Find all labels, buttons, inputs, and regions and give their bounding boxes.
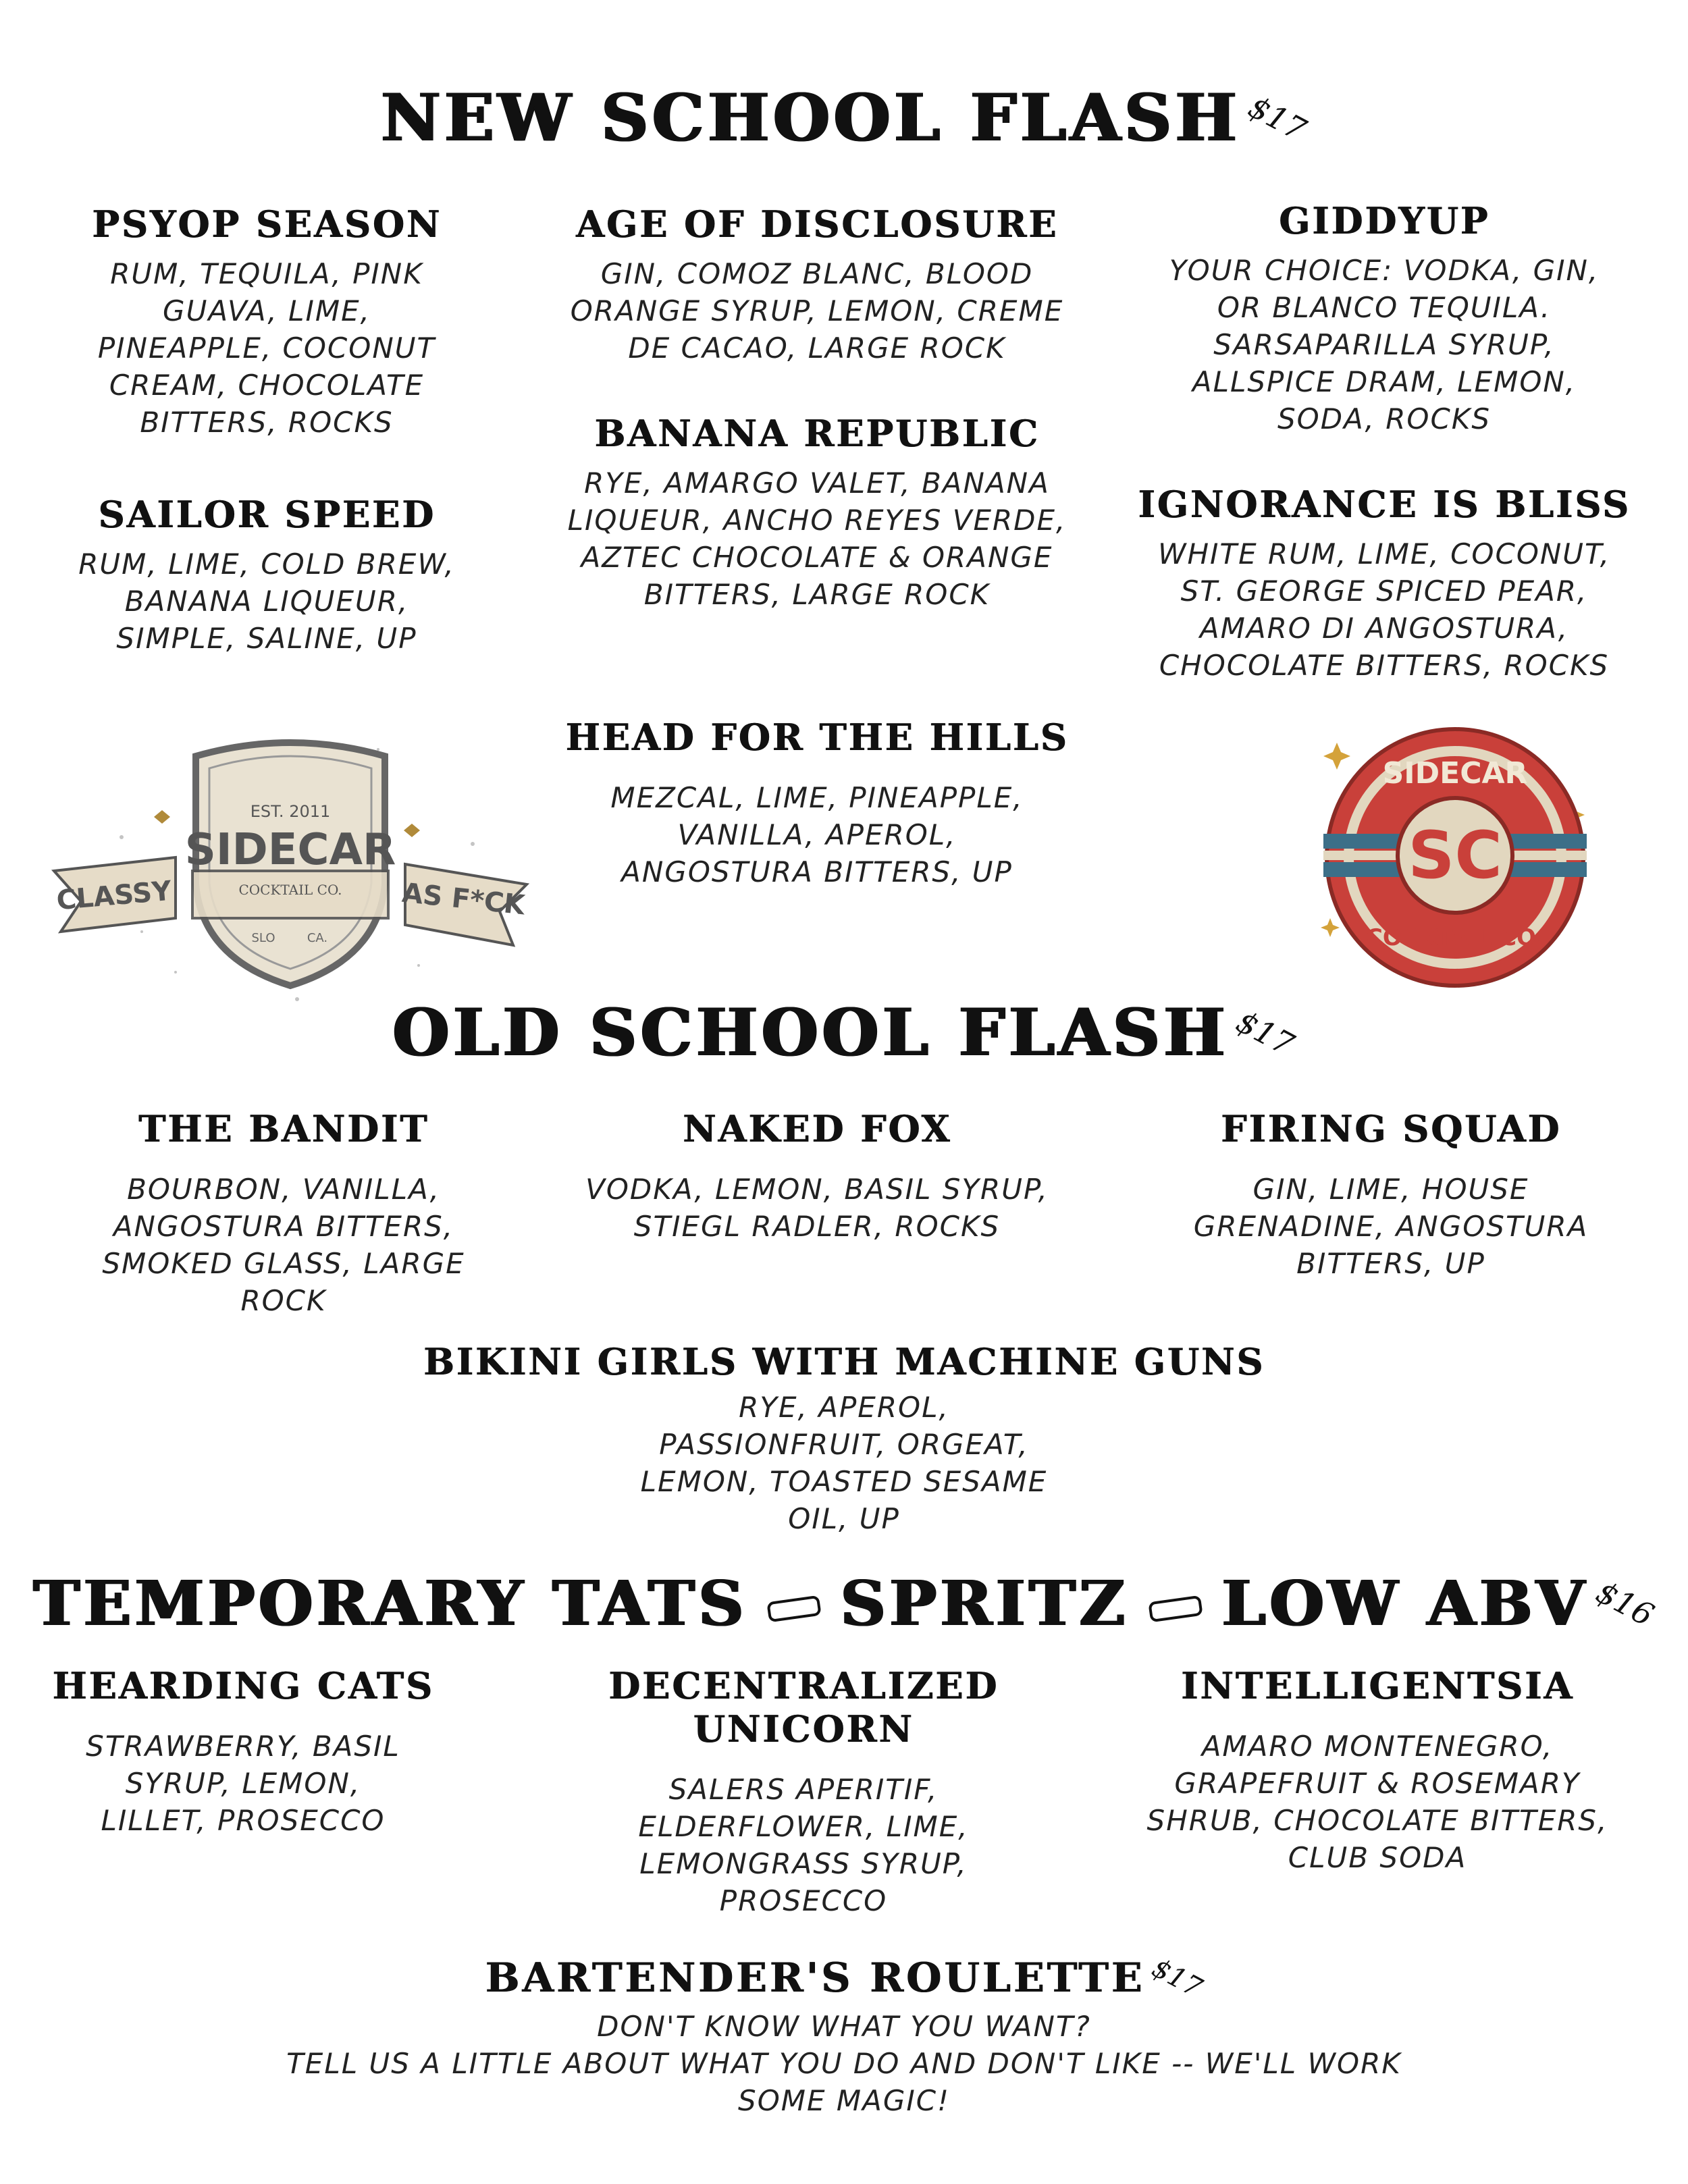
drink-bikini-girls xyxy=(371,1340,1317,1537)
sc-logo-graphic xyxy=(1296,716,1614,999)
old-school-heading xyxy=(0,996,1688,1070)
drink-name: PSYOP SEASON xyxy=(91,203,442,246)
temporary-title-c: LOW ABV xyxy=(1221,1567,1589,1640)
drink-ignorance-is-bliss xyxy=(1134,483,1634,684)
drink-desc: AMARO MONTENEGRO, GRAPEFRUIT & ROSEMARY SHRUB, CHOCOLATE BITTERS, CLUB SODA xyxy=(1146,1730,1608,1874)
drink-desc: BOURBON, VANILLA, ANGOSTURA BITTERS, SMOKED GLASS, LARGE ROCK xyxy=(102,1173,465,1317)
drink-desc: SALERS APERITIF, ELDERFLOWER, LIME, LEMONGRASS SYRUP, PROSECCO xyxy=(638,1773,969,1917)
drink-desc: STRAWBERRY, BASIL SYRUP, LEMON, LILLET, PROSECCO xyxy=(86,1730,400,1837)
svg-text:CLASSY: CLASSY xyxy=(55,875,173,917)
svg-text:SLO: SLO xyxy=(251,931,275,945)
drink-name: NAKED FOX xyxy=(682,1107,952,1150)
roulette-line-2: TELL US A LITTLE ABOUT WHAT YOU DO AND DON'T LIKE -- WE'LL WORK xyxy=(286,2047,1402,2080)
drink-name: BANANA REPUBLIC xyxy=(594,412,1040,455)
roulette-price: $17 xyxy=(1146,1952,1207,2004)
svg-text:CA.: CA. xyxy=(307,931,328,945)
drink-desc: RYE, AMARGO VALET, BANANA LIQUEUR, ANCHO REYES VERDE, AZTEC CHOCOLATE & ORANGE BITTERS, LARGE ROCK xyxy=(567,467,1067,611)
scroll-divider-icon xyxy=(766,1595,821,1623)
roulette-heading xyxy=(0,1954,1688,2002)
temporary-title-a: TEMPORARY TATS xyxy=(33,1567,748,1640)
svg-text:SIDECAR: SIDECAR xyxy=(1382,756,1528,791)
drink-name: HEAD FOR THE HILLS xyxy=(565,716,1069,759)
drink-firing-squad xyxy=(1148,1107,1634,1282)
drink-head-for-the-hills xyxy=(554,716,1080,890)
svg-text:SIDECAR: SIDECAR xyxy=(184,825,396,875)
drink-hearding-cats xyxy=(41,1664,446,1839)
drink-sailor-speed xyxy=(61,493,473,657)
drink-giddyup xyxy=(1134,199,1634,437)
temporary-heading xyxy=(0,1566,1688,1641)
svg-text:COCKTAIL CO.: COCKTAIL CO. xyxy=(238,882,342,898)
drink-the-bandit xyxy=(81,1107,486,1319)
drink-name: SAILOR SPEED xyxy=(98,493,436,536)
roulette-line-1: DON'T KNOW WHAT YOU WANT? xyxy=(597,2010,1091,2043)
drink-banana-republic xyxy=(540,412,1094,613)
drink-desc: WHITE RUM, LIME, COCONUT, ST. GEORGE SPICED PEAR, AMARO DI ANGOSTURA, CHOCOLATE BITTERS, ROCKS xyxy=(1157,537,1611,682)
drink-age-of-disclosure xyxy=(540,203,1094,367)
new-school-price: $17 xyxy=(1242,88,1312,149)
drink-name: INTELLIGENTSIA xyxy=(1180,1664,1575,1707)
drink-name: IGNORANCE IS BLISS xyxy=(1138,483,1631,526)
svg-text:SC: SC xyxy=(1408,818,1502,893)
drink-name: THE BANDIT xyxy=(138,1107,429,1150)
drink-desc: GIN, LIME, HOUSE GRENADINE, ANGOSTURA BITTERS, UP xyxy=(1193,1173,1589,1280)
drink-desc: RUM, TEQUILA, PINK GUAVA, LIME, PINEAPPLE, COCONUT CREAM, CHOCOLATE BITTERS, ROCKS xyxy=(97,257,436,439)
scroll-divider-icon xyxy=(1148,1595,1203,1623)
drink-intelligentsia xyxy=(1121,1664,1634,1876)
new-school-heading xyxy=(0,81,1688,155)
drink-desc: GIN, COMOZ BLANC, BLOOD ORANGE SYRUP, LEMON, CREME DE CACAO, LARGE ROCK xyxy=(570,257,1064,365)
drink-name: FIRING SQUAD xyxy=(1220,1107,1562,1150)
drink-name: DECENTRALIZED UNICORN xyxy=(608,1664,999,1751)
drink-naked-fox xyxy=(554,1107,1080,1245)
drink-desc: YOUR CHOICE: VODKA, GIN, OR BLANCO TEQUILA. SARSAPARILLA SYRUP, ALLSPICE DRAM, LEMON, SODA, ROCKS xyxy=(1169,254,1600,435)
drink-desc: RYE, APEROL, PASSIONFRUIT, ORGEAT, LEMON, TOASTED SESAME OIL, UP xyxy=(640,1391,1048,1535)
drink-name: BIKINI GIRLS WITH MACHINE GUNS xyxy=(423,1340,1265,1383)
drink-name: AGE OF DISCLOSURE xyxy=(575,203,1059,246)
temporary-price: $16 xyxy=(1590,1573,1660,1634)
svg-text:EST. 2011: EST. 2011 xyxy=(250,802,331,821)
drink-psyop-season xyxy=(61,203,473,441)
roulette-title: BARTENDER'S ROULETTE xyxy=(485,1954,1145,2002)
old-school-title: OLD SCHOOL FLASH xyxy=(392,994,1230,1071)
drink-desc: RUM, LIME, COLD BREW, BANANA LIQUEUR, SIMPLE, SALINE, UP xyxy=(78,548,455,655)
drink-decentralized-unicorn xyxy=(500,1664,1107,1919)
old-school-price: $17 xyxy=(1230,1003,1300,1063)
roulette-line-3: SOME MAGIC! xyxy=(738,2084,950,2117)
svg-text:COCKTAIL CO.: COCKTAIL CO. xyxy=(1365,924,1545,951)
new-school-title: NEW SCHOOL FLASH xyxy=(381,80,1241,156)
shield-logo-graphic xyxy=(41,716,540,1013)
drink-desc: MEZCAL, LIME, PINEAPPLE, VANILLA, APEROL, ANGOSTURA BITTERS, UP xyxy=(610,781,1024,888)
sidecar-shield-logo xyxy=(41,716,540,1013)
drink-name: GIDDYUP xyxy=(1278,199,1490,242)
temporary-title-b: SPRITZ xyxy=(841,1567,1129,1640)
drink-desc: VODKA, LEMON, BASIL SYRUP, STIEGL RADLER, ROCKS xyxy=(585,1173,1049,1243)
svg-text:AS F*CK: AS F*CK xyxy=(400,877,527,922)
sidecar-sc-logo xyxy=(1296,716,1614,999)
drink-name: HEARDING CATS xyxy=(52,1664,434,1707)
